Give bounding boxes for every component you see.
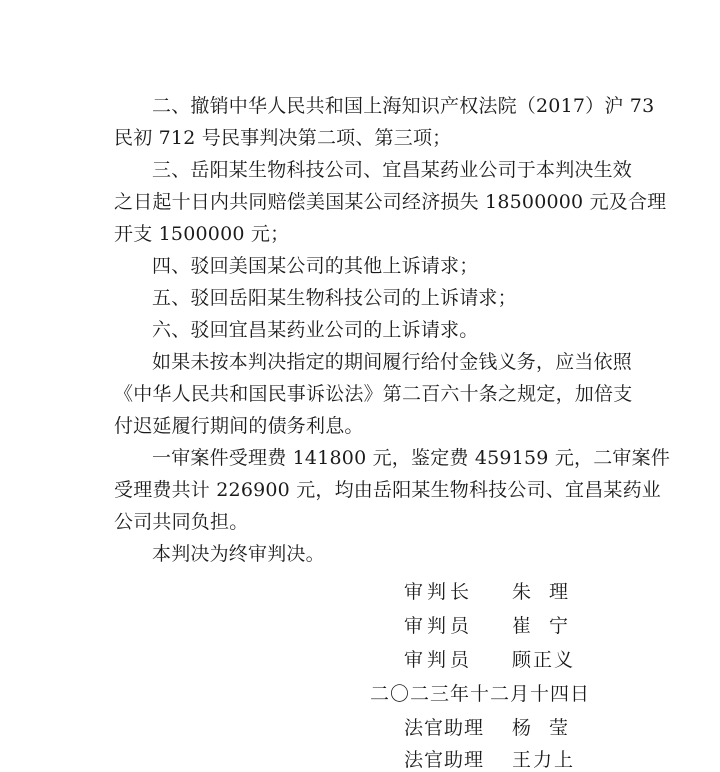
interest-clause-line-2: 《中华人民共和国民事诉讼法》第二百六十条之规定，加倍支 xyxy=(114,383,633,405)
judge-assistant-1-title: 法官助理 xyxy=(404,717,485,739)
fees-clause-line-1: 一审案件受理费 141800 元，鉴定费 459159 元，二审案件 xyxy=(152,447,671,469)
fees-clause-line-3: 公司共同负担。 xyxy=(114,511,249,533)
judgment-item-3-line-2: 之日起十日内共同赔偿美国某公司经济损失 18500000 元及合理 xyxy=(114,191,667,213)
interest-clause-line-3: 付迟延履行期间的债务利息。 xyxy=(114,415,364,437)
judgment-item-2-line-2: 民初 712 号民事判决第二项、第三项； xyxy=(114,127,452,149)
judge-1-name: 崔 宁 xyxy=(512,615,575,637)
final-judgment-statement: 本判决为终审判决。 xyxy=(152,543,325,565)
interest-clause-line-1: 如果未按本判决指定的期间履行给付金钱义务，应当依照 xyxy=(152,351,633,373)
presiding-judge-title: 审判长 xyxy=(404,581,474,603)
judgment-item-3-line-3: 开支 1500000 元； xyxy=(114,223,290,245)
judgment-item-3-line-1: 三、岳阳某生物科技公司、宜昌某药业公司于本判决生效 xyxy=(152,159,633,181)
judge-assistant-1-name: 杨 莹 xyxy=(512,717,575,739)
judgment-item-5: 五、驳回岳阳某生物科技公司的上诉请求； xyxy=(152,287,517,309)
judgment-item-2-line-1: 二、撤销中华人民共和国上海知识产权法院（2017）沪 73 xyxy=(152,95,655,117)
judge-1-title: 审判员 xyxy=(404,615,474,637)
judge-2-title: 审判员 xyxy=(404,649,474,671)
judge-assistant-2-name: 王力上 xyxy=(512,749,576,771)
judge-assistant-2-title: 法官助理 xyxy=(404,749,485,771)
fees-clause-line-2: 受理费共计 226900 元，均由岳阳某生物科技公司、宜昌某药业 xyxy=(114,479,662,501)
judgment-item-4: 四、驳回美国某公司的其他上诉请求； xyxy=(152,255,479,277)
presiding-judge-name: 朱 理 xyxy=(512,581,575,603)
judgment-date: 二〇二三年十二月十四日 xyxy=(370,683,591,705)
judgment-item-6: 六、驳回宜昌某药业公司的上诉请求。 xyxy=(152,319,479,341)
judge-2-name: 顾正义 xyxy=(512,649,576,671)
